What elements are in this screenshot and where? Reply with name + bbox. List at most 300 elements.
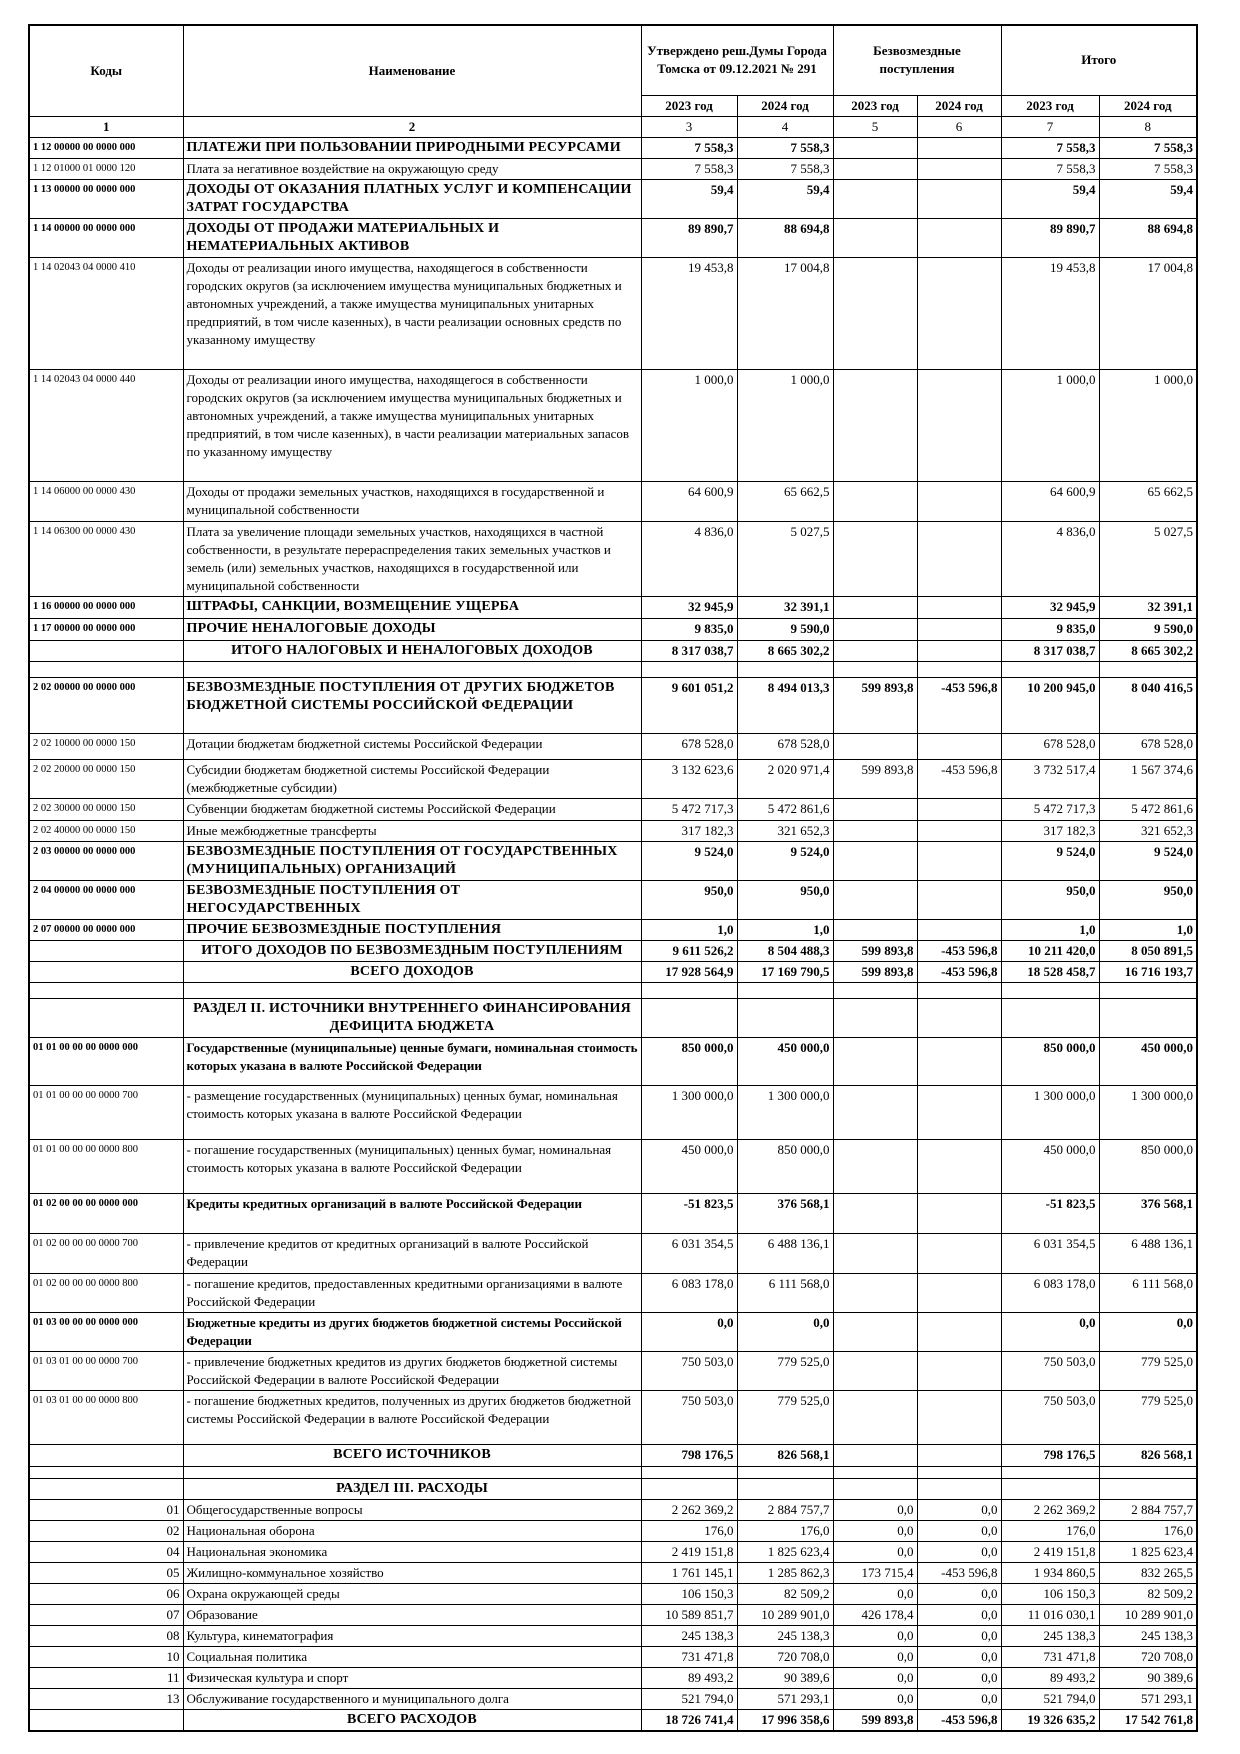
row-name: ИТОГО НАЛОГОВЫХ И НЕНАЛОГОВЫХ ДОХОДОВ — [183, 640, 641, 661]
row-code: 2 04 00000 00 0000 000 — [29, 880, 183, 919]
table-row — [29, 618, 1197, 640]
row-value: 0,0 — [917, 1625, 1001, 1646]
row-value — [917, 919, 1001, 940]
row-name: РАЗДЕЛ II. ИСТОЧНИКИ ВНУТРЕННЕГО ФИНАНСИРОВАНИЯ ДЕФИЦИТА БЮДЖЕТА — [183, 998, 641, 1037]
column-index: 2 — [183, 116, 641, 137]
section-header-row — [29, 998, 1197, 1037]
table-row — [29, 1037, 1197, 1085]
table-row — [29, 919, 1197, 940]
row-value — [917, 1444, 1001, 1466]
row-value: 0,0 — [833, 1499, 917, 1520]
row-value: 317 182,3 — [1001, 820, 1099, 841]
row-value: 9 835,0 — [1001, 618, 1099, 640]
row-name: Доходы от реализации иного имущества, находящегося в собственности городских округов (за исключением имущества муниципальных бюджетных и автономных учреждений, а также имущества муниципальных унитарных предприятий, в том числе казенных), в части реализации материальных запасов по указанному имуществу — [183, 369, 641, 481]
table-row — [29, 1541, 1197, 1562]
row-value: -453 596,8 — [917, 940, 1001, 961]
table-row — [29, 1390, 1197, 1444]
table-row — [29, 369, 1197, 481]
row-value: -453 596,8 — [917, 1709, 1001, 1731]
row-code: 2 02 20000 00 0000 150 — [29, 759, 183, 798]
row-name: - погашение государственных (муниципальных) ценных бумаг, номинальная стоимость которых указана в валюте Российской Федерации — [183, 1139, 641, 1193]
row-value — [833, 1193, 917, 1233]
row-value: 7 558,3 — [641, 137, 737, 158]
row-name: ШТРАФЫ, САНКЦИИ, ВОЗМЕЩЕНИЕ УЩЕРБА — [183, 596, 641, 618]
row-value: 4 836,0 — [1001, 521, 1099, 596]
row-value: 9 524,0 — [1099, 841, 1197, 880]
table-row — [29, 1688, 1197, 1709]
row-value: 678 528,0 — [1001, 733, 1099, 759]
row-name: БЕЗВОЗМЕЗДНЫЕ ПОСТУПЛЕНИЯ ОТ ДРУГИХ БЮДЖЕТОВ БЮДЖЕТНОЙ СИСТЕМЫ РОССИЙСКОЙ ФЕДЕРАЦИИ — [183, 677, 641, 733]
column-index: 4 — [737, 116, 833, 137]
row-value: 89 493,2 — [641, 1667, 737, 1688]
table-row — [29, 1646, 1197, 1667]
row-value: 2 262 369,2 — [641, 1499, 737, 1520]
row-code: 2 03 00000 00 0000 000 — [29, 841, 183, 880]
row-value: 2 020 971,4 — [737, 759, 833, 798]
row-value — [1099, 998, 1197, 1037]
row-value — [737, 998, 833, 1037]
row-value: 599 893,8 — [833, 940, 917, 961]
row-name: Бюджетные кредиты из других бюджетов бюджетной системы Российской Федерации — [183, 1312, 641, 1351]
row-value — [833, 1390, 917, 1444]
row-name: Социальная политика — [183, 1646, 641, 1667]
row-value: 0,0 — [641, 1312, 737, 1351]
total-row — [29, 961, 1197, 982]
row-value: 82 509,2 — [1099, 1583, 1197, 1604]
row-value: 7 558,3 — [641, 158, 737, 179]
row-value: 678 528,0 — [1099, 733, 1197, 759]
row-name: Плата за увеличение площади земельных участков, находящихся в частной собственности, в результате перераспределения таких земельных участков и земель (или) земельных участков, находящихся в государственной или муниципальной собственности — [183, 521, 641, 596]
row-value: 0,0 — [1001, 1312, 1099, 1351]
row-value: 8 040 416,5 — [1099, 677, 1197, 733]
empty-cell — [29, 661, 183, 677]
row-value — [833, 1273, 917, 1312]
row-code — [29, 1709, 183, 1731]
row-name: ПЛАТЕЖИ ПРИ ПОЛЬЗОВАНИИ ПРИРОДНЫМИ РЕСУРСАМИ — [183, 137, 641, 158]
row-value — [917, 880, 1001, 919]
row-value: 0,0 — [917, 1667, 1001, 1688]
row-code: 01 01 00 00 00 0000 800 — [29, 1139, 183, 1193]
row-value: 59,4 — [1099, 179, 1197, 218]
row-value: 9 524,0 — [641, 841, 737, 880]
row-value: 32 391,1 — [1099, 596, 1197, 618]
empty-cell — [737, 982, 833, 998]
row-value: -453 596,8 — [917, 677, 1001, 733]
row-value — [833, 1233, 917, 1273]
row-value: 8 665 302,2 — [737, 640, 833, 661]
row-value: -453 596,8 — [917, 961, 1001, 982]
row-value: 321 652,3 — [1099, 820, 1197, 841]
table-row — [29, 1625, 1197, 1646]
row-value — [917, 1312, 1001, 1351]
row-name: - размещение государственных (муниципальных) ценных бумаг, номинальная стоимость которых указана в валюте Российской Федерации — [183, 1085, 641, 1139]
table-row — [29, 1085, 1197, 1139]
row-value: 750 503,0 — [1001, 1390, 1099, 1444]
total-row — [29, 1444, 1197, 1466]
row-code: 1 12 00000 00 0000 000 — [29, 137, 183, 158]
total-row — [29, 1709, 1197, 1731]
row-value: 798 176,5 — [641, 1444, 737, 1466]
empty-cell — [1099, 661, 1197, 677]
empty-cell — [183, 661, 641, 677]
row-value — [917, 733, 1001, 759]
table-row — [29, 1233, 1197, 1273]
table-row — [29, 257, 1197, 369]
row-value: 17 928 564,9 — [641, 961, 737, 982]
row-value: 450 000,0 — [1001, 1139, 1099, 1193]
empty-cell — [1099, 982, 1197, 998]
row-code: 04 — [29, 1541, 183, 1562]
row-value: 850 000,0 — [641, 1037, 737, 1085]
row-value: 3 732 517,4 — [1001, 759, 1099, 798]
spacer-row — [29, 661, 1197, 677]
row-value: 571 293,1 — [1099, 1688, 1197, 1709]
row-value: 10 200 945,0 — [1001, 677, 1099, 733]
row-value — [833, 841, 917, 880]
row-value: 17 542 761,8 — [1099, 1709, 1197, 1731]
row-value — [917, 1193, 1001, 1233]
row-value: 0,0 — [917, 1499, 1001, 1520]
row-value: 17 004,8 — [737, 257, 833, 369]
row-value — [833, 919, 917, 940]
row-value: 826 568,1 — [1099, 1444, 1197, 1466]
row-value — [917, 1139, 1001, 1193]
row-value: 6 111 568,0 — [1099, 1273, 1197, 1312]
row-name: - погашение кредитов, предоставленных кредитными организациями в валюте Российской Федерации — [183, 1273, 641, 1312]
row-name: ИТОГО ДОХОДОВ ПО БЕЗВОЗМЕЗДНЫМ ПОСТУПЛЕНИЯМ — [183, 940, 641, 961]
row-value: 90 389,6 — [737, 1667, 833, 1688]
row-value: 9 590,0 — [1099, 618, 1197, 640]
row-value: 0,0 — [1099, 1312, 1197, 1351]
empty-cell — [641, 982, 737, 998]
row-value: 3 132 623,6 — [641, 759, 737, 798]
row-value — [917, 640, 1001, 661]
row-code — [29, 961, 183, 982]
row-code: 2 02 30000 00 0000 150 — [29, 798, 183, 820]
row-value: 176,0 — [737, 1520, 833, 1541]
row-code: 01 02 00 00 00 0000 700 — [29, 1233, 183, 1273]
row-value: 1 934 860,5 — [1001, 1562, 1099, 1583]
row-code: 1 14 06000 00 0000 430 — [29, 481, 183, 521]
row-value — [1001, 998, 1099, 1037]
row-value: 6 488 136,1 — [1099, 1233, 1197, 1273]
row-value — [917, 218, 1001, 257]
empty-cell — [737, 661, 833, 677]
row-value: 2 884 757,7 — [737, 1499, 833, 1520]
row-value — [917, 841, 1001, 880]
row-value: 2 419 151,8 — [1001, 1541, 1099, 1562]
year-header: 2023 год — [833, 95, 917, 116]
row-value: 8 317 038,7 — [641, 640, 737, 661]
row-value: 1 567 374,6 — [1099, 759, 1197, 798]
row-code: 01 03 01 00 00 0000 800 — [29, 1390, 183, 1444]
row-value: 9 611 526,2 — [641, 940, 737, 961]
row-value: 0,0 — [917, 1646, 1001, 1667]
header-grants: Безвозмездные поступления — [833, 25, 1001, 95]
row-name: Охрана окружающей среды — [183, 1583, 641, 1604]
row-value — [833, 137, 917, 158]
row-name: Государственные (муниципальные) ценные бумаги, номинальная стоимость которых указана в валюте Российской Федерации — [183, 1037, 641, 1085]
table-row — [29, 596, 1197, 618]
row-value: 850 000,0 — [1099, 1139, 1197, 1193]
row-code: 07 — [29, 1604, 183, 1625]
row-value — [917, 481, 1001, 521]
row-value: 1,0 — [1099, 919, 1197, 940]
row-code — [29, 1478, 183, 1499]
row-value: 32 945,9 — [641, 596, 737, 618]
row-value: 750 503,0 — [641, 1351, 737, 1390]
row-value: 2 884 757,7 — [1099, 1499, 1197, 1520]
row-value: 16 716 193,7 — [1099, 961, 1197, 982]
row-value: 750 503,0 — [1001, 1351, 1099, 1390]
table-row — [29, 1312, 1197, 1351]
empty-cell — [1001, 1466, 1099, 1478]
column-index: 1 — [29, 116, 183, 137]
row-name: Субсидии бюджетам бюджетной системы Российской Федерации (межбюджетные субсидии) — [183, 759, 641, 798]
row-value — [833, 218, 917, 257]
row-name: ВСЕГО ИСТОЧНИКОВ — [183, 1444, 641, 1466]
row-name: Образование — [183, 1604, 641, 1625]
row-value — [833, 1037, 917, 1085]
row-value: 826 568,1 — [737, 1444, 833, 1466]
row-value: 59,4 — [641, 179, 737, 218]
row-value — [833, 998, 917, 1037]
row-value: 8 050 891,5 — [1099, 940, 1197, 961]
total-row — [29, 940, 1197, 961]
table-row — [29, 1193, 1197, 1233]
row-value: 376 568,1 — [737, 1193, 833, 1233]
row-value: 1 285 862,3 — [737, 1562, 833, 1583]
row-value: 17 169 790,5 — [737, 961, 833, 982]
row-value: 2 262 369,2 — [1001, 1499, 1099, 1520]
row-name: Доходы от продажи земельных участков, находящихся в государственной и муниципальной собственности — [183, 481, 641, 521]
row-value: 176,0 — [1099, 1520, 1197, 1541]
row-value: 0,0 — [737, 1312, 833, 1351]
row-value — [833, 820, 917, 841]
row-value: 8 317 038,7 — [1001, 640, 1099, 661]
row-value: 720 708,0 — [1099, 1646, 1197, 1667]
row-code: 01 02 00 00 00 0000 000 — [29, 1193, 183, 1233]
empty-cell — [737, 1466, 833, 1478]
empty-cell — [917, 1466, 1001, 1478]
row-value — [917, 137, 1001, 158]
row-value — [917, 618, 1001, 640]
row-value: -453 596,8 — [917, 1562, 1001, 1583]
row-name: ВСЕГО РАСХОДОВ — [183, 1709, 641, 1731]
row-value — [833, 158, 917, 179]
table-row — [29, 158, 1197, 179]
row-code: 1 12 01000 01 0000 120 — [29, 158, 183, 179]
row-value: 798 176,5 — [1001, 1444, 1099, 1466]
row-value: 521 794,0 — [1001, 1688, 1099, 1709]
row-value: 64 600,9 — [641, 481, 737, 521]
row-value: 0,0 — [833, 1667, 917, 1688]
column-index: 7 — [1001, 116, 1099, 137]
row-value: 0,0 — [833, 1625, 917, 1646]
row-value — [917, 820, 1001, 841]
row-value — [917, 1233, 1001, 1273]
row-name: Культура, кинематография — [183, 1625, 641, 1646]
row-code: 2 02 10000 00 0000 150 — [29, 733, 183, 759]
row-value — [833, 1478, 917, 1499]
row-value: 0,0 — [833, 1541, 917, 1562]
year-header: 2024 год — [737, 95, 833, 116]
table-row — [29, 733, 1197, 759]
row-value — [833, 618, 917, 640]
row-value — [917, 1037, 1001, 1085]
row-value: 245 138,3 — [641, 1625, 737, 1646]
row-value: 599 893,8 — [833, 1709, 917, 1731]
row-name: - привлечение кредитов от кредитных организаций в валюте Российской Федерации — [183, 1233, 641, 1273]
row-value: 10 589 851,7 — [641, 1604, 737, 1625]
row-value — [833, 521, 917, 596]
row-value — [917, 1273, 1001, 1312]
row-value: -453 596,8 — [917, 759, 1001, 798]
table-row — [29, 820, 1197, 841]
row-value: 750 503,0 — [641, 1390, 737, 1444]
row-value — [833, 1139, 917, 1193]
row-value: 106 150,3 — [1001, 1583, 1099, 1604]
row-value: 9 835,0 — [641, 618, 737, 640]
row-value: 5 027,5 — [1099, 521, 1197, 596]
row-value: 6 083 178,0 — [1001, 1273, 1099, 1312]
row-value — [917, 798, 1001, 820]
row-value: 5 472 717,3 — [641, 798, 737, 820]
row-value: 317 182,3 — [641, 820, 737, 841]
row-value: 89 890,7 — [1001, 218, 1099, 257]
row-value — [917, 257, 1001, 369]
row-value: 6 111 568,0 — [737, 1273, 833, 1312]
row-name: Плата за негативное воздействие на окружающую среду — [183, 158, 641, 179]
year-header: 2024 год — [1099, 95, 1197, 116]
row-name: Жилищно-коммунальное хозяйство — [183, 1562, 641, 1583]
row-value: 88 694,8 — [1099, 218, 1197, 257]
row-value: 850 000,0 — [737, 1139, 833, 1193]
row-code — [29, 940, 183, 961]
row-value — [833, 596, 917, 618]
row-value: 1 761 145,1 — [641, 1562, 737, 1583]
spacer-row — [29, 1466, 1197, 1478]
row-value: 678 528,0 — [641, 733, 737, 759]
spacer-row — [29, 982, 1197, 998]
row-value: 9 601 051,2 — [641, 677, 737, 733]
row-value: 521 794,0 — [641, 1688, 737, 1709]
row-value: 1,0 — [641, 919, 737, 940]
row-value: 599 893,8 — [833, 759, 917, 798]
row-name: ДОХОДЫ ОТ ПРОДАЖИ МАТЕРИАЛЬНЫХ И НЕМАТЕРИАЛЬНЫХ АКТИВОВ — [183, 218, 641, 257]
table-row — [29, 1499, 1197, 1520]
empty-cell — [641, 1466, 737, 1478]
row-code: 01 03 01 00 00 0000 700 — [29, 1351, 183, 1390]
row-name: Национальная оборона — [183, 1520, 641, 1541]
row-code: 1 14 00000 00 0000 000 — [29, 218, 183, 257]
row-value: 9 524,0 — [737, 841, 833, 880]
row-value: 2 419 151,8 — [641, 1541, 737, 1562]
table-row — [29, 1520, 1197, 1541]
row-value: 779 525,0 — [737, 1390, 833, 1444]
header-name: Наименование — [183, 25, 641, 116]
row-code: 08 — [29, 1625, 183, 1646]
row-value: 4 836,0 — [641, 521, 737, 596]
table-row — [29, 1667, 1197, 1688]
row-name: Иные межбюджетные трансферты — [183, 820, 641, 841]
row-value: 1 000,0 — [737, 369, 833, 481]
row-value: 17 996 358,6 — [737, 1709, 833, 1731]
table-row — [29, 1351, 1197, 1390]
row-value: 19 453,8 — [1001, 257, 1099, 369]
row-value — [833, 1444, 917, 1466]
row-value: 173 715,4 — [833, 1562, 917, 1583]
row-value: 0,0 — [917, 1688, 1001, 1709]
row-value — [641, 998, 737, 1037]
row-value — [833, 1312, 917, 1351]
row-value: 0,0 — [833, 1646, 917, 1667]
row-value — [833, 1351, 917, 1390]
table-row — [29, 880, 1197, 919]
row-value: 0,0 — [917, 1541, 1001, 1562]
empty-cell — [1099, 1466, 1197, 1478]
row-value: 0,0 — [917, 1583, 1001, 1604]
row-value: 17 004,8 — [1099, 257, 1197, 369]
row-value: 376 568,1 — [1099, 1193, 1197, 1233]
row-code: 06 — [29, 1583, 183, 1604]
row-value: 5 472 717,3 — [1001, 798, 1099, 820]
row-value — [917, 596, 1001, 618]
row-value: 5 472 861,6 — [1099, 798, 1197, 820]
row-value: 1,0 — [1001, 919, 1099, 940]
row-value — [833, 257, 917, 369]
row-value: 176,0 — [641, 1520, 737, 1541]
row-value: 731 471,8 — [641, 1646, 737, 1667]
row-value: 10 289 901,0 — [737, 1604, 833, 1625]
row-value: 106 150,3 — [641, 1583, 737, 1604]
row-value: 0,0 — [833, 1688, 917, 1709]
row-value: 678 528,0 — [737, 733, 833, 759]
column-index: 6 — [917, 116, 1001, 137]
row-value: 82 509,2 — [737, 1583, 833, 1604]
row-value: 0,0 — [833, 1583, 917, 1604]
row-value: 426 178,4 — [833, 1604, 917, 1625]
row-name: - привлечение бюджетных кредитов из других бюджетов бюджетной системы Российской Федерации в валюте Российской Федерации — [183, 1351, 641, 1390]
empty-cell — [1001, 982, 1099, 998]
row-code: 1 14 02043 04 0000 410 — [29, 257, 183, 369]
row-value: 7 558,3 — [1001, 137, 1099, 158]
column-index: 3 — [641, 116, 737, 137]
row-value — [1099, 1478, 1197, 1499]
row-value: 720 708,0 — [737, 1646, 833, 1667]
row-value: 0,0 — [917, 1520, 1001, 1541]
empty-cell — [183, 1466, 641, 1478]
row-value: 1 000,0 — [641, 369, 737, 481]
row-value: 8 494 013,3 — [737, 677, 833, 733]
row-value: 7 558,3 — [1001, 158, 1099, 179]
table-row — [29, 218, 1197, 257]
row-value: 950,0 — [1001, 880, 1099, 919]
row-value: 19 453,8 — [641, 257, 737, 369]
row-name: Национальная экономика — [183, 1541, 641, 1562]
row-value: 1 300 000,0 — [641, 1085, 737, 1139]
row-code: 1 14 06300 00 0000 430 — [29, 521, 183, 596]
row-name: Субвенции бюджетам бюджетной системы Российской Федерации — [183, 798, 641, 820]
row-code: 1 13 00000 00 0000 000 — [29, 179, 183, 218]
row-value: 5 472 861,6 — [737, 798, 833, 820]
row-value: 779 525,0 — [737, 1351, 833, 1390]
row-value — [833, 733, 917, 759]
table-row — [29, 759, 1197, 798]
row-name: Физическая культура и спорт — [183, 1667, 641, 1688]
table-row — [29, 137, 1197, 158]
row-value: 9 590,0 — [737, 618, 833, 640]
